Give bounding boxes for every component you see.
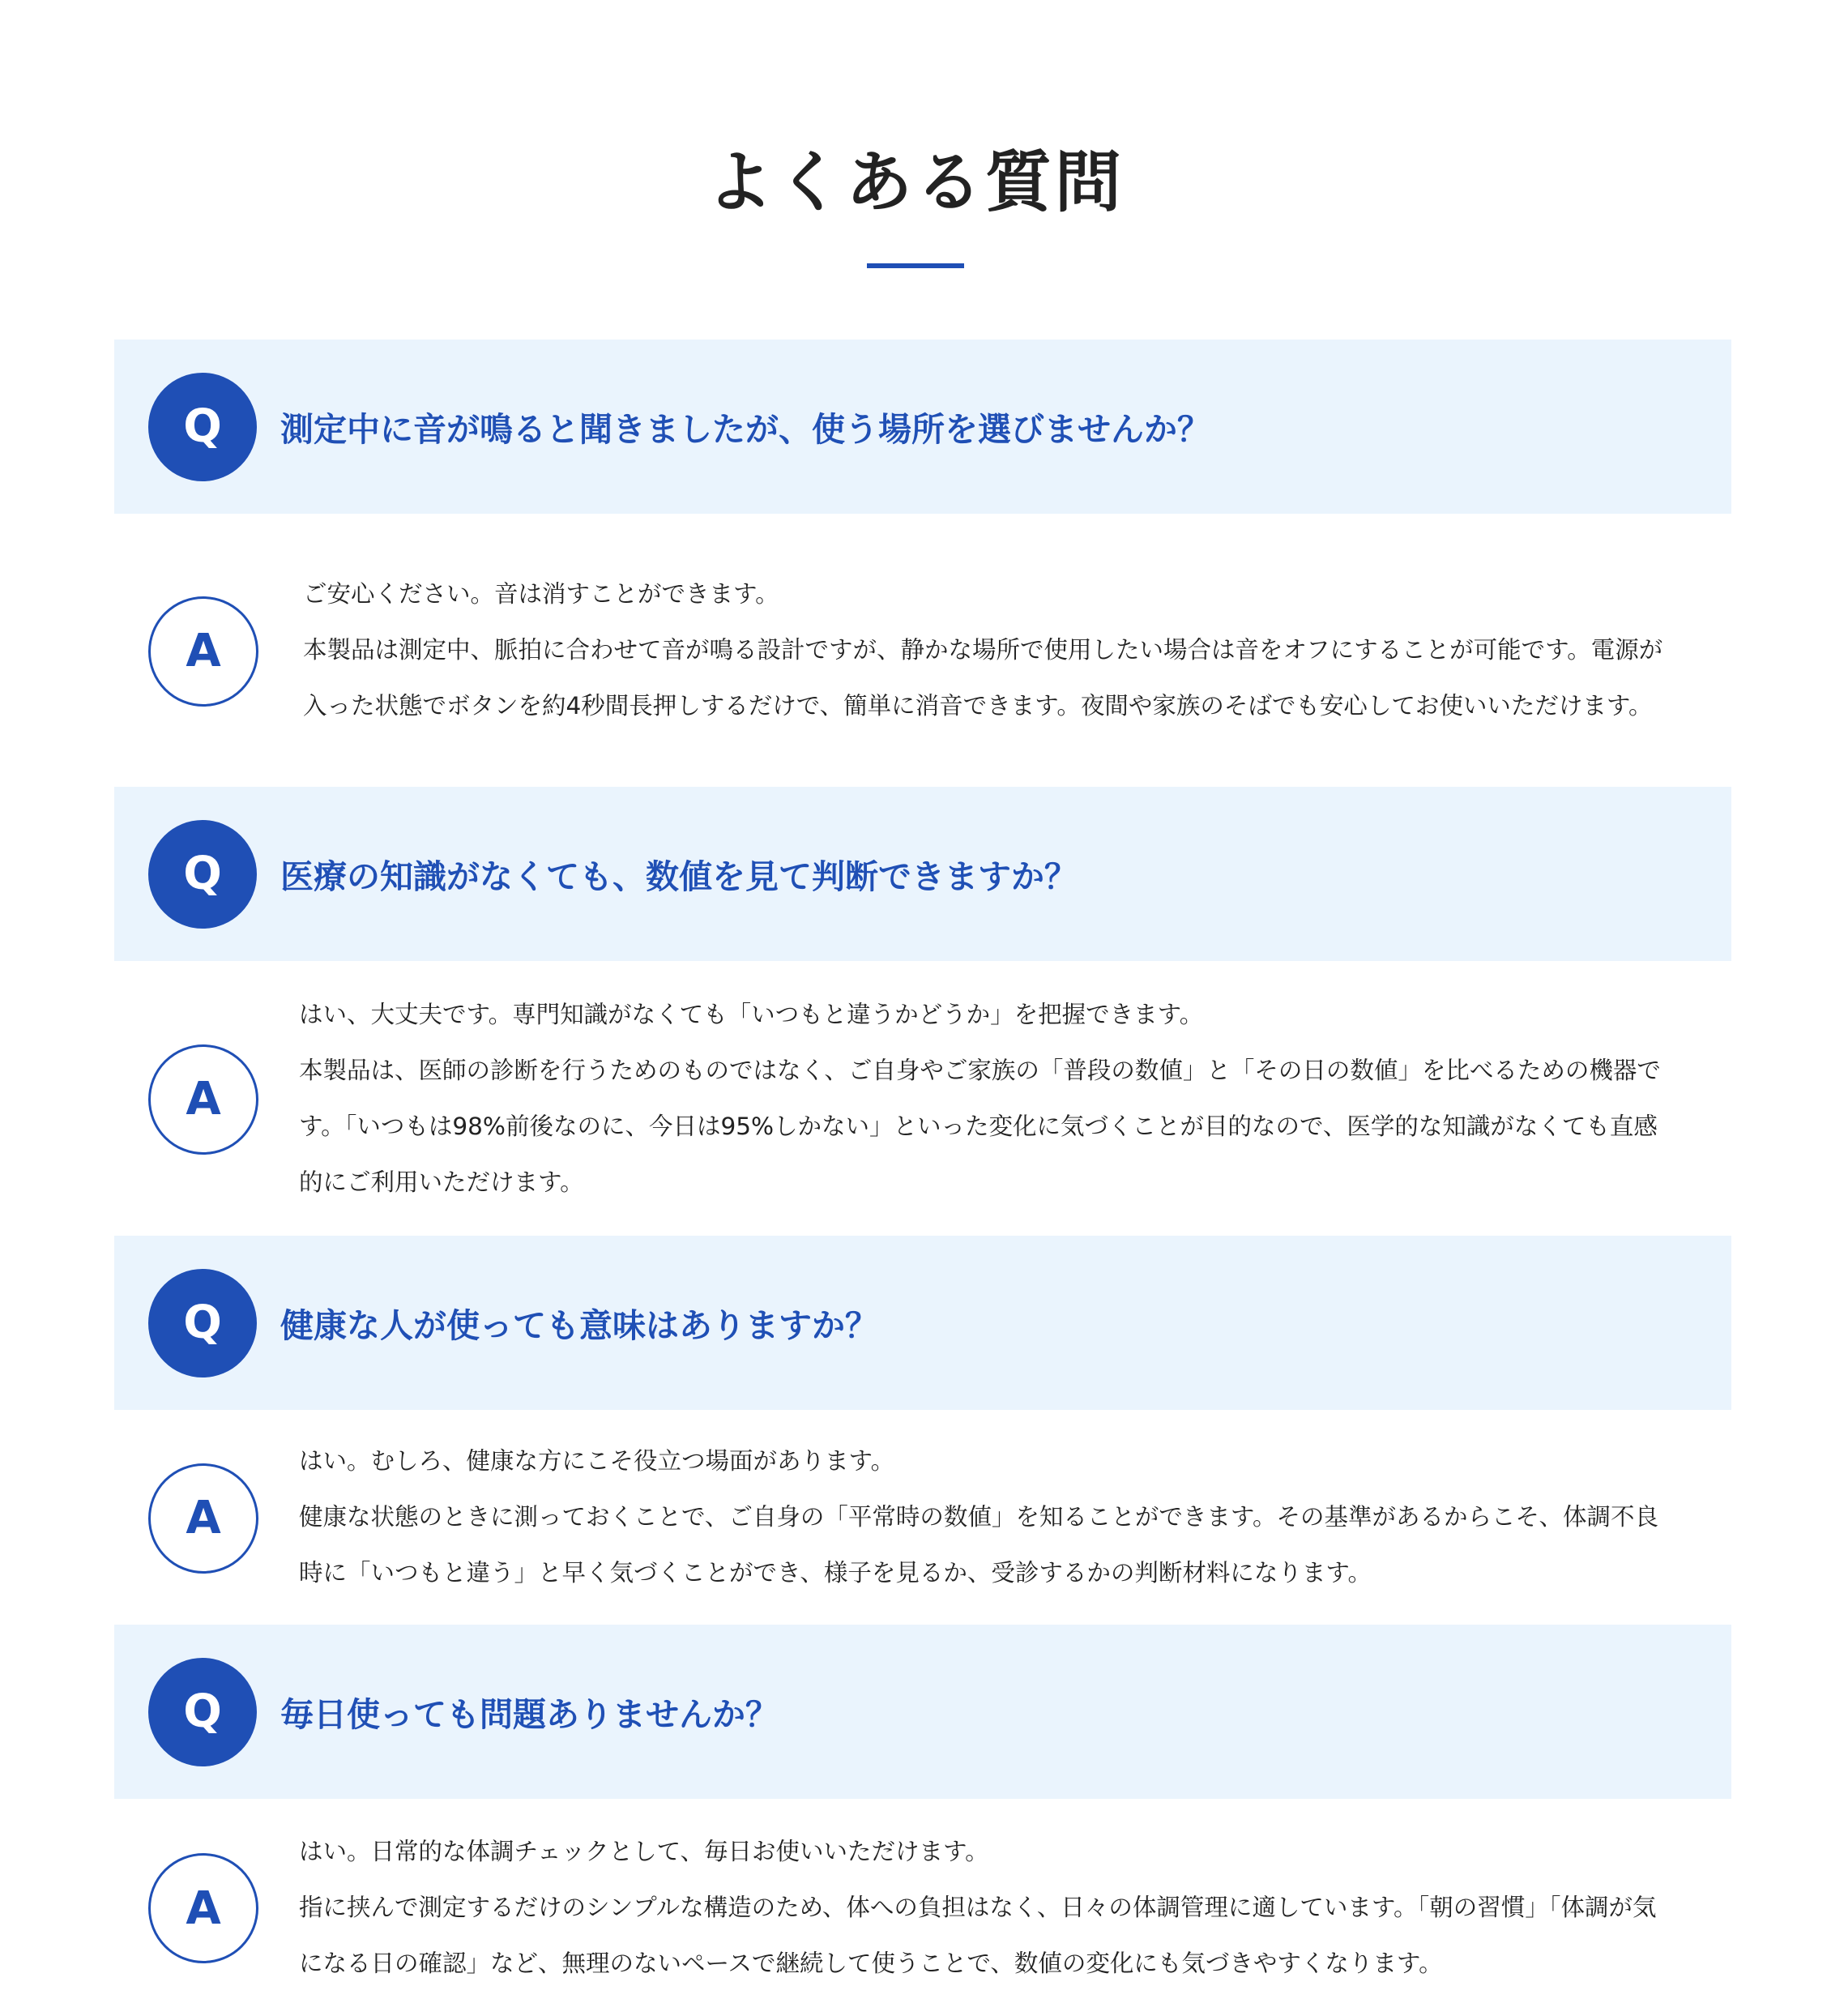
faq-item-3 bbox=[114, 1236, 1731, 1625]
faq-answer bbox=[114, 961, 1731, 1236]
answer-lead: ご安心ください。音は消すことができます。 bbox=[303, 580, 779, 608]
faq-question bbox=[114, 787, 1731, 961]
answer-lead: はい。むしろ、健康な方にこそ役立つ場面があります。 bbox=[299, 1447, 895, 1475]
answer-body: 健康な状態のときに測っておくことで、ご自身の「平常時の数値」を知ることができます。その基準があるからこそ、体調不良時に「いつもと違う」と早く気づくことができ、様子を見るか、受診するかの判断材料になります。 bbox=[299, 1503, 1658, 1587]
answer-lead: はい、大丈夫です。専門知識がなくても「いつもと違うかどうか」を把握できます。 bbox=[299, 1000, 1204, 1028]
faq-answer bbox=[114, 1799, 1731, 2016]
question-text: 測定中に音が鳴ると聞きましたが、使う場所を選びませんか？ bbox=[280, 410, 1210, 449]
answer-body: 本製品は測定中、脈拍に合わせて音が鳴る設計ですが、静かな場所で使用したい場合は音をオフにすることが可能です。電源が入った状態でボタンを約4秒間長押しするだけで、簡単に消音できます。夜間や家族のそばでも安心してお使いいただけます。 bbox=[303, 636, 1663, 720]
question-text: 健康な人が使っても意味はありますか？ bbox=[280, 1306, 878, 1345]
a-badge-icon: A bbox=[148, 1463, 258, 1574]
faq-answer bbox=[114, 514, 1731, 787]
q-badge-icon: Q bbox=[148, 1269, 257, 1377]
title-underline bbox=[867, 263, 964, 268]
page-title: よくある質問 bbox=[706, 144, 1125, 221]
faq-question bbox=[114, 1625, 1731, 1799]
faq-question bbox=[114, 1236, 1731, 1410]
q-badge-icon: Q bbox=[148, 820, 257, 929]
q-badge-icon: Q bbox=[148, 1658, 257, 1766]
a-badge-icon: A bbox=[148, 596, 258, 707]
faq-item-4 bbox=[114, 1625, 1731, 2016]
answer-body: 指に挟んで測定するだけのシンプルな構造のため、体への負担はなく、日々の体調管理に適しています。「朝の習慣」「体調が気になる日の確認」など、無理のないペースで継続して使うことで、数値の変化にも気づきやすくなります。 bbox=[299, 1893, 1657, 1977]
answer-lead: はい。日常的な体調チェックとして、毎日お使いいただけます。 bbox=[299, 1837, 989, 1865]
faq-item-1 bbox=[114, 340, 1731, 787]
faq-item-2 bbox=[114, 787, 1731, 1236]
question-text: 毎日使っても問題ありませんか？ bbox=[280, 1695, 779, 1734]
answer-body: 本製品は、医師の診断を行うためのものではなく、ご自身やご家族の「普段の数値」と「その日の数値」を比べるための機器です。「いつもは98%前後なのに、今日は95%しかない」といった変化に気づくことが目的なので、医学的な知識がなくても直感的にご利用いただけます。 bbox=[299, 1056, 1661, 1196]
faq-answer bbox=[114, 1410, 1731, 1625]
q-badge-icon: Q bbox=[148, 373, 257, 481]
a-badge-icon: A bbox=[148, 1044, 258, 1155]
faq-question bbox=[114, 340, 1731, 514]
question-text: 医療の知識がなくても、数値を見て判断できますか？ bbox=[280, 857, 1078, 896]
a-badge-icon: A bbox=[148, 1853, 258, 1963]
